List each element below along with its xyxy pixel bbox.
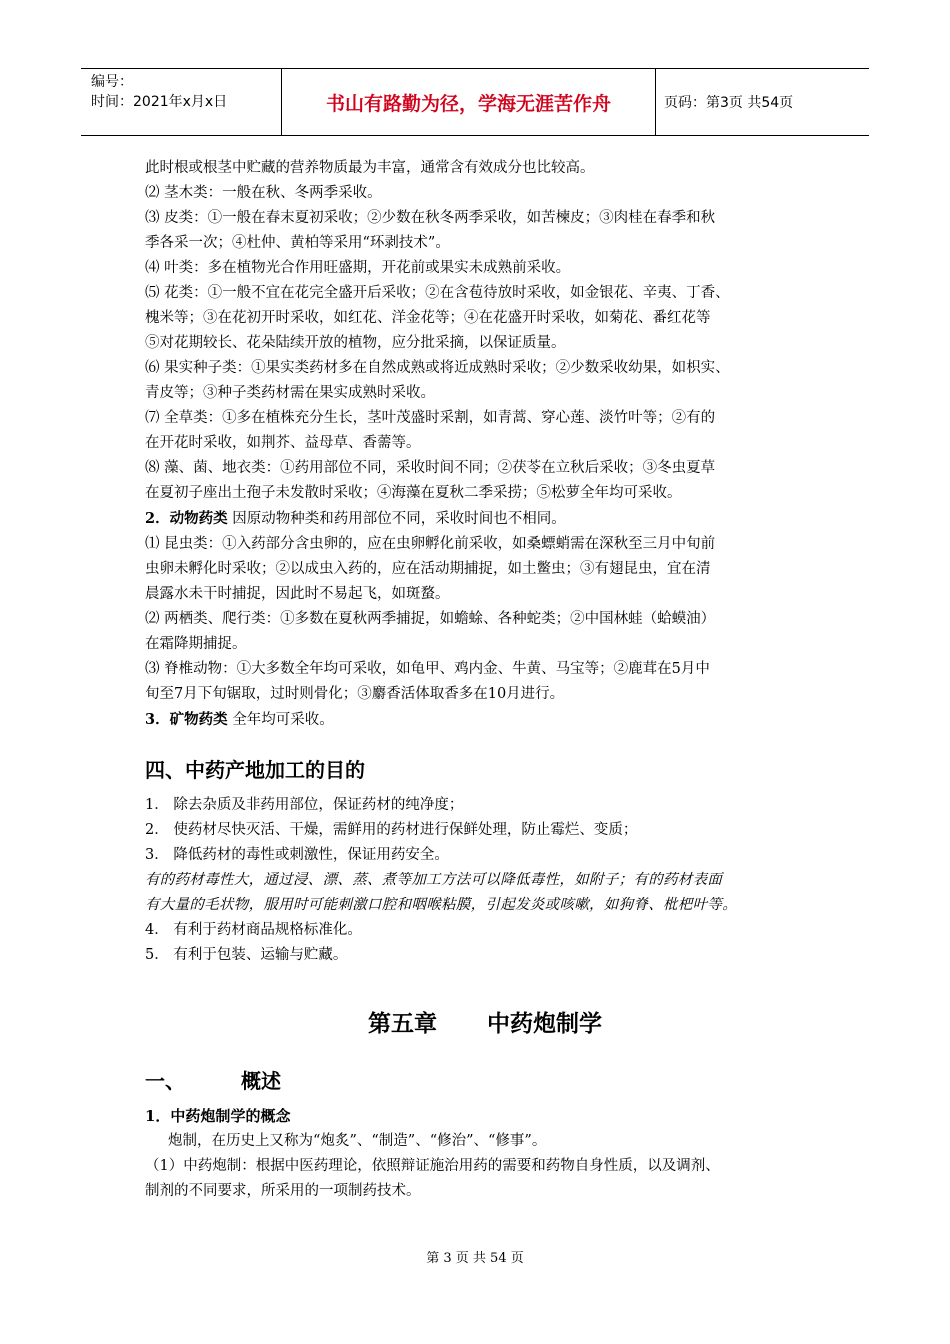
page-footer: 第 3 页 共 54 页 [426, 1251, 524, 1266]
text-line: 晨露水未干时捕捉，因此时不易起飞，如斑蝥。 [145, 586, 450, 602]
list-item: 1． 除去杂质及非药用部位，保证药材的纯净度； [145, 797, 464, 813]
animal-heading-line [145, 506, 825, 532]
text-line: ⑵ 茎木类：一般在秋、冬两季采收。 [145, 185, 382, 201]
text-line: ⑹ 果实种子类：①果实类药材多在自然成熟或将近成熟时采收；②少数采收幼果，如枳实、 [145, 360, 730, 376]
animal-title: 动物药类 [169, 510, 228, 527]
animal-num: 2． [145, 510, 170, 527]
list-item: 3． 降低药材的毒性或刺激性，保证用药安全。 [145, 847, 449, 863]
text-line: 虫卵未孵化时采收；②以成虫入药的，应在活动期捕捉，如土鳖虫；③有翅昆虫，宜在清 [145, 561, 711, 577]
text-line: 此时根或根茎中贮藏的营养物质最为丰富，通常含有效成分也比较高。 [145, 160, 595, 176]
chapter-title [145, 1004, 825, 1044]
concept-title: 1．中药炮制学的概念 [145, 1107, 291, 1125]
text-line: （1）中药炮制：根据中医药理论，依照辩证施治用药的需要和药物自身性质，以及调剂、 [145, 1158, 720, 1174]
animal-text: 因原动物种类和药用部位不同，采收时间也不相同。 [227, 511, 566, 527]
mineral-title: 矿物药类 [169, 711, 228, 728]
text-line: ⑴ 昆虫类：①入药部分含虫卵的，应在虫卵孵化前采收，如桑螵蛸需在深秋至三月中旬前 [145, 536, 716, 552]
text-line: ⑸ 花类：①一般不宜在花完全盛开后采收；②在含苞待放时采收，如金银花、辛夷、丁香、 [145, 285, 730, 301]
chapter-num: 第五章 [368, 1011, 437, 1037]
text-line: ⑤对花期较长、花朵陆续开放的植物，应分批采摘，以保证质量。 [145, 335, 566, 351]
text-line: ⑻ 藻、菌、地衣类：①药用部位不同，采收时间不同；②茯苓在立秋后采收；③冬虫夏草 [145, 460, 716, 476]
text-line: ⑵ 两栖类、爬行类：①多数在夏秋两季捕捉，如蟾蜍、各种蛇类；②中国林蛙（蛤蟆油） [145, 611, 716, 627]
header-meta [81, 69, 281, 135]
mineral-num: 3． [145, 711, 170, 728]
section4-title: 四、中药产地加工的目的 [145, 758, 365, 782]
text-line: ⑶ 皮类：①一般在春末夏初采收；②少数在秋冬两季采收，如苦楝皮；③肉桂在春季和秋 [145, 210, 716, 226]
text-line: ⑶ 脊椎动物：①大多数全年均可采收，如龟甲、鸡内金、牛黄、马宝等；②鹿茸在5月中 [145, 661, 710, 677]
mineral-heading-line [145, 707, 825, 733]
list-item: 5． 有利于包装、运输与贮藏。 [145, 947, 348, 963]
text-line: ⑺ 全草类：①多在植株充分生长，茎叶茂盛时采割，如青蒿、穿心莲、淡竹叶等；②有的 [145, 410, 716, 426]
number-label: 编号： [91, 74, 133, 90]
document-body [145, 156, 825, 1204]
note-line: 有的药材毒性大，通过浸、漂、蒸、煮等加工方法可以降低毒性，如附子；有的药材表面 [145, 872, 723, 888]
text-line: 制剂的不同要求，所采用的一项制药技术。 [145, 1183, 421, 1199]
page-header [81, 68, 869, 136]
chapter-name: 中药炮制学 [487, 1011, 602, 1037]
text-line: 青皮等；③种子类药材需在果实成熟时采收。 [145, 385, 435, 401]
list-item: 4． 有利于药材商品规格标准化。 [145, 922, 362, 938]
section1-num: 一、 [145, 1069, 185, 1093]
section1-title [145, 1066, 825, 1096]
text-line: 炮制，在历史上又称为“炮炙”、“制造”、“修治”、“修事”。 [145, 1133, 547, 1149]
mineral-text: 全年均可采收。 [227, 712, 334, 728]
text-line: 槐米等；③在花初开时采收，如红花、洋金花等；④在花盛开时采收，如菊花、番红花等 [145, 310, 711, 326]
text-line: 旬至7月下旬锯取，过时则骨化；③麝香活体取香多在10月进行。 [145, 686, 565, 702]
list-item: 2． 使药材尽快灭活、干燥，需鲜用的药材进行保鲜处理，防止霉烂、变质； [145, 822, 638, 838]
header-motto: 书山有路勤为径，学海无涯苦作舟 [281, 69, 656, 135]
header-page-label: 页码：第3页 共54页 [664, 95, 794, 111]
time-label: 时间：2021年x月x日 [91, 94, 228, 110]
text-line: 在夏初子座出土孢子未发散时采收；④海藻在夏秋二季采捞；⑤松萝全年均可采收。 [145, 485, 682, 501]
text-line: 季各采一次；④杜仲、黄柏等采用“环剥技术”。 [145, 235, 450, 251]
text-line: 在霜降期捕捉。 [145, 636, 247, 652]
section1-name: 概述 [241, 1069, 281, 1093]
text-line: ⑷ 叶类：多在植物光合作用旺盛期，开花前或果实未成熟前采收。 [145, 260, 571, 276]
note-line: 有大量的毛状物，服用时可能刺激口腔和咽喉粘膜，引起发炎或咳嗽，如狗脊、枇杷叶等。 [145, 897, 737, 913]
text-line: 在开花时采收，如荆芥、益母草、香薷等。 [145, 435, 421, 451]
